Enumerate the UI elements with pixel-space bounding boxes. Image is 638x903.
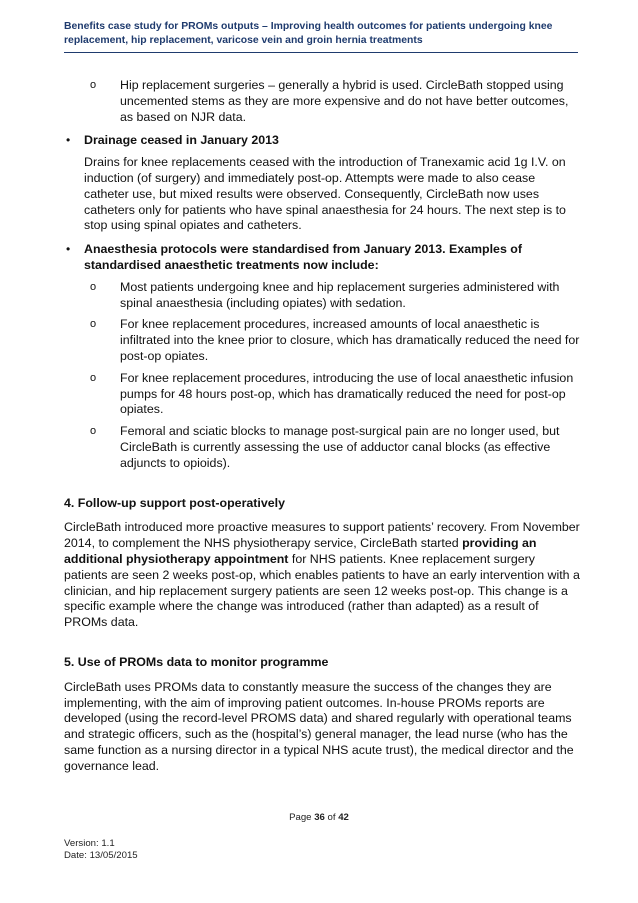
circle-bullet-icon: o [90,318,97,331]
circle-bullet-icon: o [90,79,97,91]
sub-list-item [84,317,580,364]
bullet-icon: • [66,242,71,257]
total-pages: 42 [338,812,349,823]
bullet-icon: • [66,133,71,148]
circle-bullet-icon: o [90,371,97,384]
section-paragraph-monitor: CircleBath uses PROMs data to constantly measure the success of the changes they are implementing, with the aim of improving patient outcomes. In-house PROMs reports are developed (using the record-level PROMS data) and shared regularly with operational teams and strategic officers, such as the (hospital’s) general manager, the lead nurse (who has the same function as a nursing director in a typical NHS acute trust), the medical director and the governance lead. [64,679,574,773]
section-paragraph-follow-up [64,520,580,631]
circle-bullet-icon: o [90,280,97,293]
circle-bullet-icon: o [90,425,97,438]
section-heading-monitor: 5. Use of PROMs data to monitor programme [64,654,329,669]
bullet-title: Anaesthesia protocols were standardised from January 2013. Examples of standardised anaesthetic treatments now include: [84,242,522,272]
sub-list-item [84,371,580,418]
sub-list-text: Most patients undergoing knee and hip replacement surgeries administered with spinal anaesthesia (including opiates) with sedation. [120,279,560,310]
paragraph-text: CircleBath introduced more proactive measures to support patients’ recovery. From November 2014, to complement the NHS physiotherapy service, CircleBath started [64,520,580,551]
page-content [64,78,580,774]
sub-list-text: Hip replacement surgeries – generally a hybrid is used. CircleBath stopped using uncemented stems as they are more expensive and do not have better outcomes, as based on NJR data. [120,78,569,124]
sub-list-text: For knee replacement procedures, introducing the use of local anaesthetic infusion pumps for 48 hours post-op, which has dramatically reduced the need for post-op opiates. [120,370,574,417]
sub-list [84,280,580,472]
sub-list-text: For knee replacement procedures, increased amounts of local anaesthetic is infiltrated into the knee prior to closure, which has dramatically reduced the need for post-op opiates. [120,317,580,363]
bullet-title: Drainage ceased in January 2013 [84,133,279,148]
section-heading-follow-up: 4. Follow-up support post-operatively [64,495,285,510]
document-header: Benefits case study for PROMs outputs – Improving health outcomes for patients undergoing knee replacement, hip replacement, varicose vein and groin hernia treatments [64,21,553,46]
current-page: 36 [314,812,325,823]
version-label: Version: 1.1 [64,838,115,849]
sub-list-item [84,280,580,312]
bullet-item-anaesthesia [64,242,580,471]
document-meta [64,838,138,862]
page-number: Page 36 of 42 [289,812,349,823]
sub-list-text: Femoral and sciatic blocks to manage post-surgical pain are no longer used, but CircleBath is currently assessing the use of adductor canal blocks (as effective adjuncts to opioids). [120,424,560,470]
header-divider [64,52,578,53]
bullet-item-drainage [64,133,580,234]
sub-list-item [64,78,580,125]
paragraph-text: for NHS patients. Knee replacement surgery patients are seen 2 weeks post-op, which enables patients to have an early intervention with a clinician, and hip replacement surgery patients are seen 12 weeks post-op. This change is a specific example where the change was introduced (rather than adapted) as a result of PROMs data. [64,551,580,630]
paragraph-bold-text: providing an additional physiotherapy appointment [64,536,537,566]
date-label: Date: 13/05/2015 [64,850,138,861]
bullet-body: Drains for knee replacements ceased with the introduction of Tranexamic acid 1g I.V. on induction (of surgery) and immediately post-op. Attempts were made to also cease catheter use, but mixed results were observed. Consequently, CircleBath now uses catheters only for patients who have spinal anaesthesia for 24 hours. The next step is to stop using spinal opiates and catheters. [84,155,566,233]
sub-list-item [84,424,580,471]
